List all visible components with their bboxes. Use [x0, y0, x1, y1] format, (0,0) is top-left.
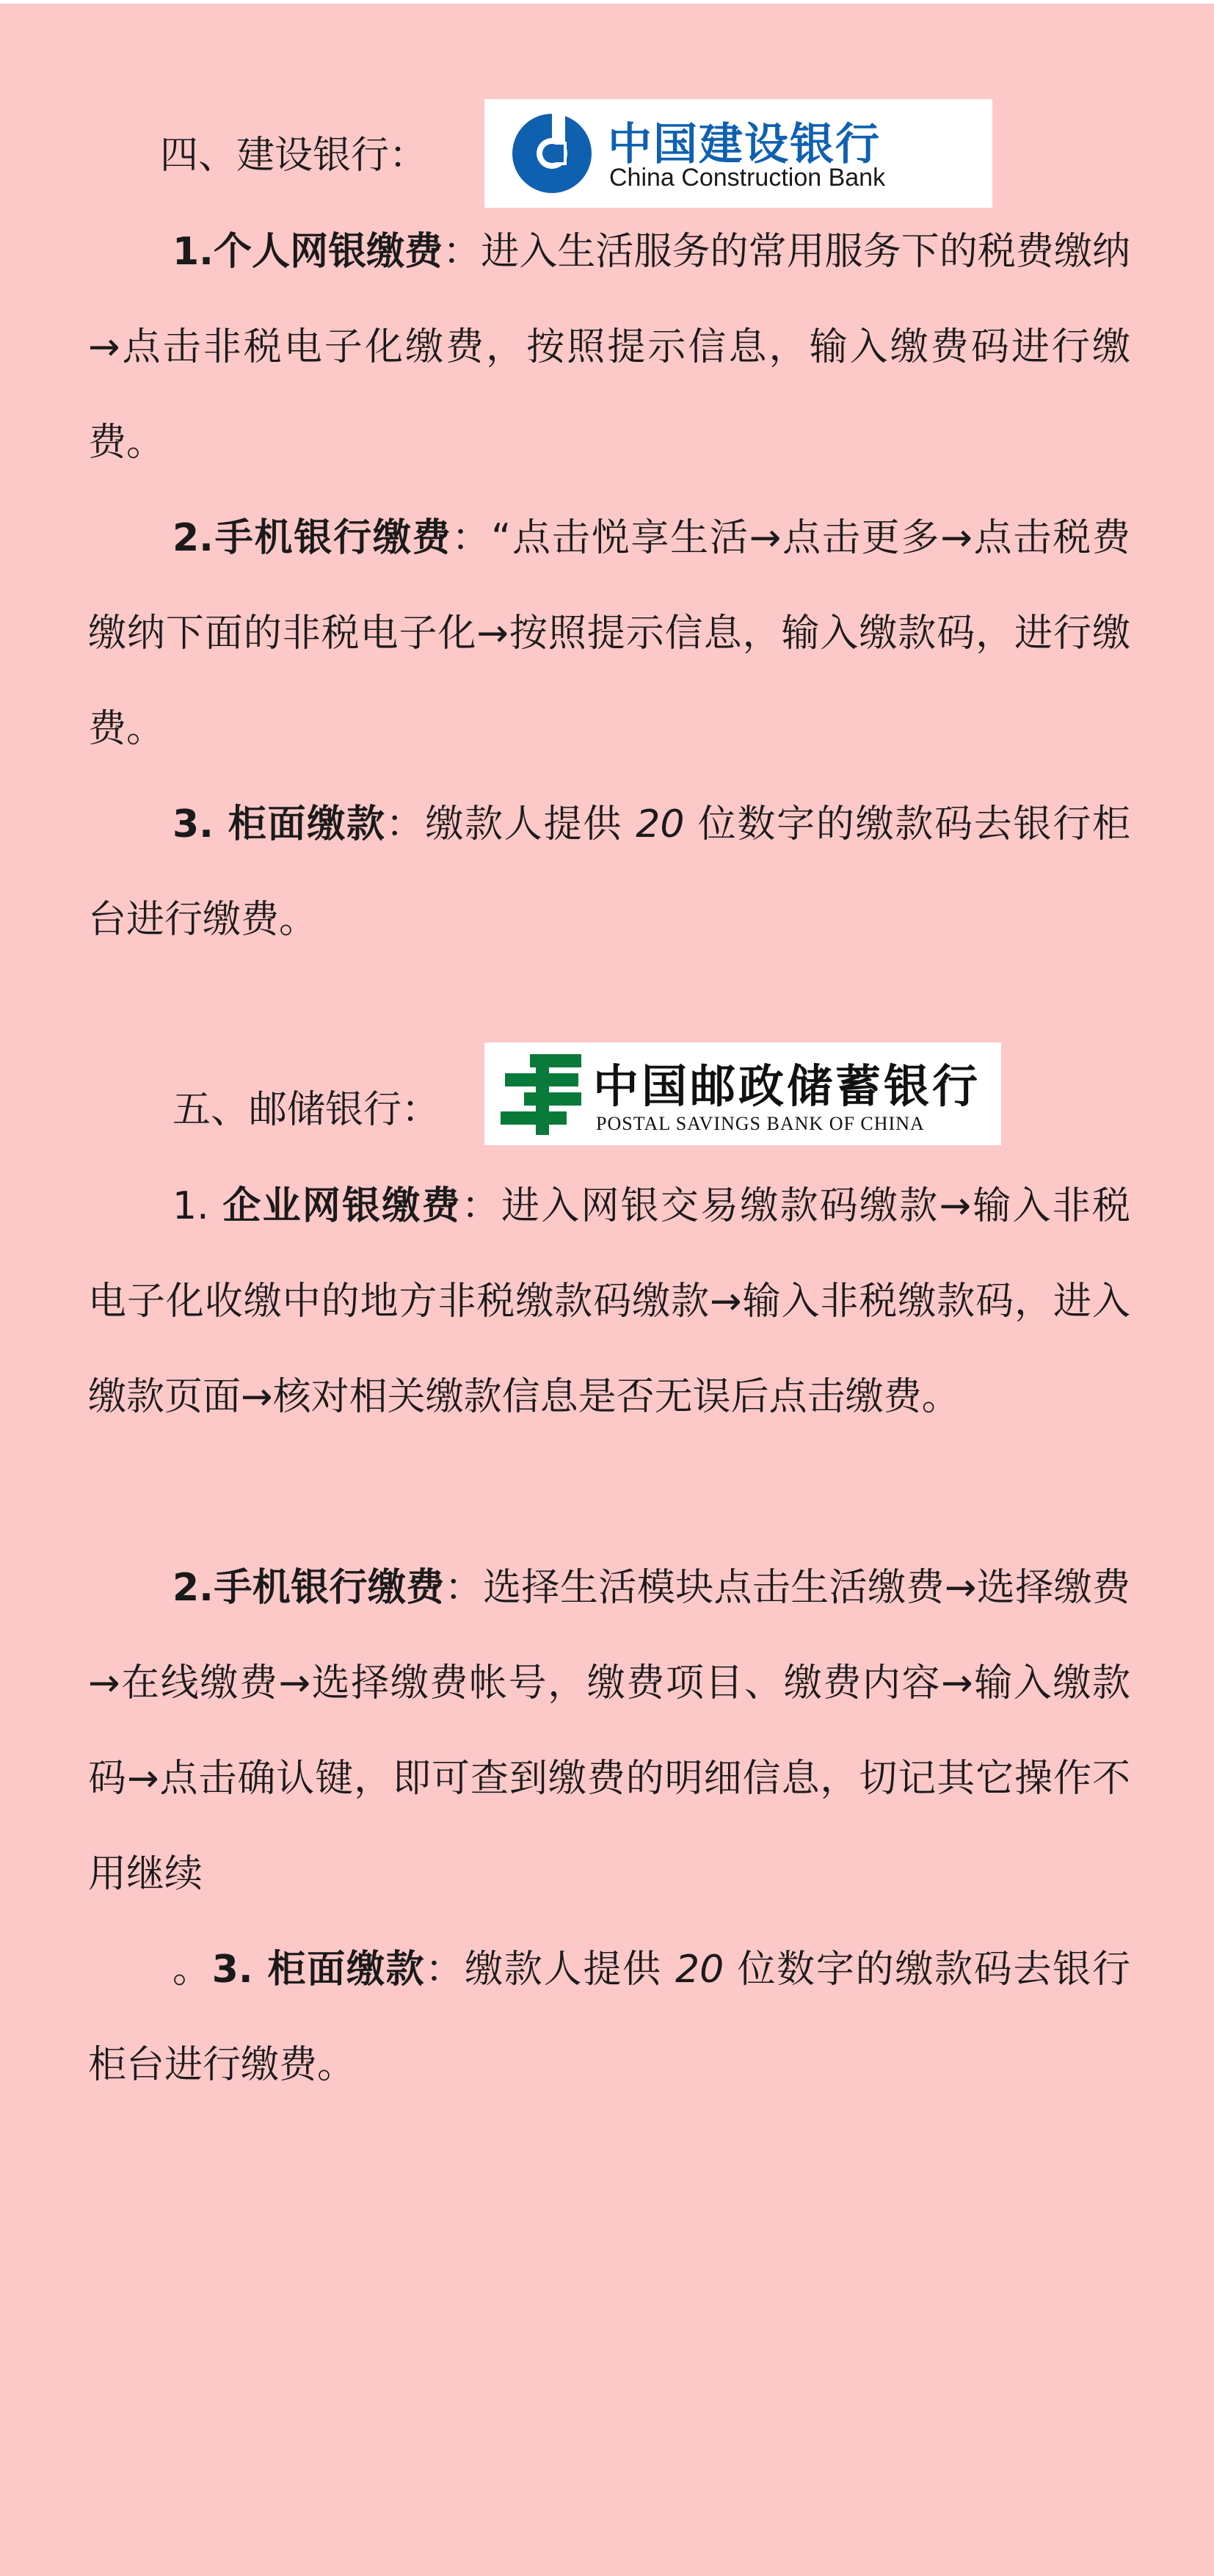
- psbc-item-3-sep: ：: [425, 1948, 465, 1992]
- psbc-item-2-sep: ：: [444, 1566, 484, 1610]
- psbc-item-3-text-after: 位数字的缴款码去银行柜台进行缴费。: [88, 1948, 1130, 2087]
- ccb-logo-icon: [511, 112, 593, 195]
- ccb-item-1-label: 1.个人网银缴费: [172, 230, 443, 274]
- psbc-item-3-lead: 。: [172, 1948, 212, 1992]
- psbc-item-3-label: 3. 柜面缴款: [211, 1948, 426, 1992]
- ccb-item-3-num: 20: [636, 802, 685, 846]
- psbc-item-2: [88, 1540, 1130, 1922]
- psbc-item-1-sep: ：: [461, 1184, 501, 1228]
- psbc-item-2-text: 选择生活模块点击生活缴费→选择缴费→在线缴费→选择缴费帐号，缴费项目、缴费内容→输入缴款码→点击确认键，即可查到缴费的明细信息，切记其它操作不用继续: [88, 1566, 1130, 1896]
- ccb-logo-en: China Construction Bank: [609, 164, 886, 192]
- psbc-item-3: [88, 1922, 1130, 2113]
- psbc-logo: [484, 1042, 1001, 1145]
- psbc-item-1: [88, 1158, 1130, 1445]
- psbc-item-1-label: 企业网银缴费: [222, 1184, 462, 1228]
- ccb-item-3: [88, 777, 1130, 968]
- ccb-item-3-text-after: 位数字的缴款码去银行柜台进行缴费。: [88, 802, 1130, 942]
- ccb-logo: [484, 99, 992, 208]
- ccb-logo-cn: 中国建设银行: [608, 119, 881, 170]
- ccb-item-2: [88, 490, 1130, 777]
- section-heading-psbc: 五、邮储银行：: [172, 1088, 440, 1132]
- ccb-item-2-text: “点击悦享生活→点击更多→点击税费缴纳下面的非税电子化→按照提示信息，输入缴款码，进行缴费。: [88, 516, 1130, 751]
- psbc-item-2-label: 2.手机银行缴费: [172, 1566, 445, 1610]
- ccb-item-2-sep: ：: [451, 516, 492, 560]
- ccb-item-2-label: 2.手机银行缴费: [172, 516, 452, 560]
- ccb-item-1-text: 进入生活服务的常用服务下的税费缴纳→点击非税电子化缴费，按照提示信息，输入缴费码进行缴费。: [88, 230, 1130, 465]
- psbc-item-1-prefix: 1.: [172, 1184, 223, 1228]
- ccb-item-3-text-before: 缴款人提供: [425, 802, 636, 846]
- psbc-item-3-text-before: 缴款人提供: [465, 1948, 676, 1992]
- ccb-item-3-sep: ：: [385, 802, 426, 846]
- psbc-item-3-num: 20: [675, 1948, 724, 1992]
- psbc-item-1-text: 进入网银交易缴款码缴款→输入非税电子化收缴中的地方非税缴款码缴款→输入非税缴款码，进入缴款页面→核对相关缴款信息是否无误后点击缴费。: [88, 1184, 1130, 1419]
- psbc-logo-en: POSTAL SAVINGS BANK OF CHINA: [596, 1113, 925, 1134]
- ccb-item-3-label: 3. 柜面缴款: [172, 802, 386, 846]
- ccb-item-1: [88, 204, 1130, 490]
- psbc-logo-icon: [498, 1051, 584, 1138]
- ccb-item-1-sep: ：: [443, 230, 481, 274]
- psbc-logo-cn: 中国邮政储蓄银行: [593, 1059, 981, 1113]
- section-heading-ccb: 四、建设银行：: [160, 134, 428, 178]
